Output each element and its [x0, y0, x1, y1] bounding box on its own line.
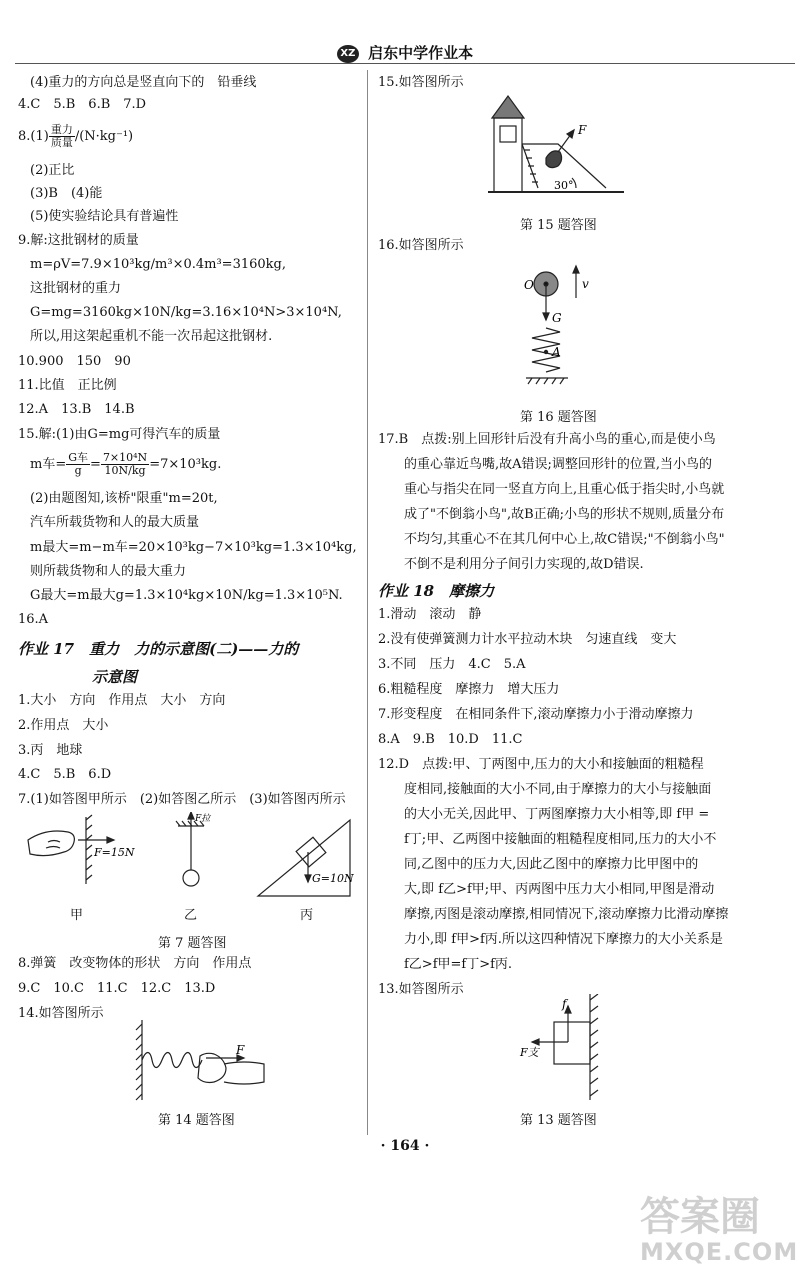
answer-line: 17.B 点拨:别上回形针后没有升高小鸟的重心,而是使小鸟 — [378, 432, 716, 447]
answer-line: 8.弹簧 改变物体的形状 方向 作用点 — [18, 956, 252, 971]
answer-line: (5)使实验结论具有普遍性 — [30, 209, 179, 224]
answer-line: 1.大小 方向 作用点 大小 方向 — [18, 693, 226, 708]
answer-line: G最大=m最大g=1.3×10⁴kg×10N/kg=1.3×10⁵N. — [30, 588, 343, 603]
answer-line: 不均匀,其重心不在其几何中心上,故C错误;"不倒翁小鸟" — [404, 532, 725, 547]
answer-line: 成了"不倒翁小鸟",故B正确;小鸟的形状不规则,质量分布 — [404, 507, 725, 522]
answer-line: 力小,即 f甲>f丙.所以这四种情况下摩擦力的大小关系是 — [404, 932, 723, 947]
fig15-f-label: F — [578, 123, 587, 137]
answer-line: 9.解:这批钢材的质量 — [18, 233, 139, 248]
answer-line: 2.作用点 大小 — [18, 718, 109, 733]
answer-line: 所以,用这架起重机不能一次吊起这批钢材. — [30, 329, 273, 344]
fig15-slide — [488, 96, 624, 192]
figure-15 — [488, 92, 628, 197]
q8-num: 重力 — [50, 123, 73, 136]
answer-line: 8.A 9.B 10.D 11.C — [378, 732, 523, 747]
fig16-g-label: G — [552, 311, 562, 325]
answer-line: 这批钢材的重力 — [30, 281, 122, 296]
answer-line: (2)由题图知,该桥"限重"m=20t, — [30, 491, 218, 506]
answer-line: (3)B (4)能 — [30, 186, 103, 201]
fig16-o-label: O — [524, 278, 534, 292]
fig13-caption: 第 13 题答图 — [520, 1113, 597, 1128]
fig7-flabel: F拉 — [195, 814, 211, 824]
answer-line: 大,即 f乙>f甲;甲、丙两图中压力大小相同,甲图是滑动 — [404, 882, 715, 897]
figure-13 — [514, 994, 614, 1104]
answer-line: 则所载货物和人的最大重力 — [30, 564, 187, 579]
answer-line: 汽车所载货物和人的最大质量 — [30, 515, 200, 530]
q8-den: 质量 — [50, 136, 73, 149]
q15-eq: = — [90, 457, 101, 472]
fig7-f15-label: F=15N — [94, 846, 135, 859]
answer-q15-formula — [30, 452, 221, 477]
fig7-label-b: 乙 — [184, 908, 198, 923]
fig16-a-label: A — [552, 345, 561, 359]
section-title-18: 作业 18 摩擦力 — [378, 582, 495, 600]
answer-line: 10.900 150 90 — [18, 354, 131, 369]
fig7-caption: 第 7 题答图 — [158, 936, 227, 951]
figure-16 — [520, 258, 610, 398]
fig13-f-label: f — [562, 997, 567, 1011]
answer-line: 15.解:(1)由G=mg可得汽车的质量 — [18, 427, 221, 442]
answer-line: 15.如答图所示 — [378, 75, 464, 90]
page-header — [0, 42, 810, 63]
answer-line: 12.A 13.B 14.B — [18, 402, 135, 417]
answer-line: 的大小无关,因此甲、丁两图摩擦力大小相等,即 f甲 = — [404, 807, 710, 822]
answer-line: 9.C 10.C 11.C 12.C 13.D — [18, 981, 216, 996]
answer-line: 度相同,接触面的大小不同,由于摩擦力的大小与接触面 — [404, 782, 712, 797]
q15-fraction-2 — [101, 452, 149, 477]
section-title-17: 作业 17 重力 力的示意图(二)——力的 — [18, 640, 299, 658]
fig14-f-label: F — [236, 1043, 245, 1057]
q15-prefix: m车= — [30, 457, 67, 472]
answer-line: m最大=m−m车=20×10³kg−7×10³kg=1.3×10⁴kg, — [30, 540, 357, 555]
fig15-caption: 第 15 题答图 — [520, 218, 597, 233]
answer-line: G=mg=3160kg×10N/kg=3.16×10⁴N>3×10⁴N, — [30, 305, 342, 320]
answer-q8 — [18, 124, 133, 149]
answer-line: 4.C 5.B 6.B 7.D — [18, 97, 147, 112]
answer-line: 4.C 5.B 6.D — [18, 767, 112, 782]
fig7-g10-label: G=10N — [312, 872, 354, 885]
watermark-line1: 答案圈 — [640, 1194, 760, 1240]
fig16-caption: 第 16 题答图 — [520, 410, 597, 425]
answer-line: 2.没有使弹簧测力计水平拉动木块 匀速直线 变大 — [378, 632, 677, 647]
answer-line: 3.不同 压力 4.C 5.A — [378, 657, 526, 672]
section-title-17-cont: 示意图 — [92, 668, 138, 686]
answer-line: 6.粗糙程度 摩擦力 增大压力 — [378, 682, 560, 697]
header-rule — [15, 63, 795, 64]
q8-fraction — [49, 124, 75, 149]
answer-line: 3.丙 地球 — [18, 743, 83, 758]
fig14-spring-hand — [136, 1020, 264, 1100]
answer-line: 11.比值 正比例 — [18, 378, 117, 393]
answer-line: 1.滑动 滚动 静 — [378, 607, 482, 622]
fig7-label-a: 甲 — [70, 908, 84, 923]
answer-line: m=ρV=7.9×10³kg/m³×0.4m³=3160kg, — [30, 257, 286, 272]
header-title: 启东中学作业本 — [368, 44, 474, 62]
q8-suffix: /(N·kg⁻¹) — [74, 129, 134, 144]
column-divider — [367, 70, 368, 1135]
answer-line: 14.如答图所示 — [18, 1006, 104, 1021]
q15-fraction-1 — [66, 452, 90, 477]
figure-7 — [18, 812, 358, 902]
q15-suffix: =7×10³kg. — [149, 457, 222, 472]
watermark-line2: MXQE.COM — [640, 1238, 799, 1266]
q15-den1: g — [74, 464, 82, 477]
answer-line: 7.(1)如答图甲所示 (2)如答图乙所示 (3)如答图丙所示 — [18, 792, 346, 807]
answer-line: 的重心靠近鸟嘴,故A错误;调整回形针的位置,当小鸟的 — [404, 457, 713, 472]
q15-num1: G车 — [68, 451, 89, 464]
answer-line: f乙>f甲=f丁>f丙. — [404, 957, 513, 972]
fig15-angle-label: 30° — [554, 179, 574, 192]
answer-line: (4)重力的方向总是竖直向下的 铅垂线 — [30, 75, 257, 90]
answer-line: 16.A — [18, 612, 49, 627]
watermark — [640, 1195, 798, 1265]
answer-line: 16.如答图所示 — [378, 238, 464, 253]
logo-badge: XZ — [337, 45, 359, 63]
answer-line: 7.形变程度 在相同条件下,滚动摩擦力小于滑动摩擦力 — [378, 707, 694, 722]
answer-line: 13.如答图所示 — [378, 982, 464, 997]
page-number: · 164 · — [380, 1138, 430, 1154]
fig13-fp-label: F支 — [520, 1046, 539, 1059]
q15-den2: 10N/kg — [104, 464, 146, 477]
answer-line: 重心与指尖在同一竖直方向上,且重心低于指尖时,小鸟就 — [404, 482, 725, 497]
fig16-v-label: v — [582, 277, 589, 291]
fig7-label-c: 丙 — [300, 908, 314, 923]
answer-line: 同,乙图中的压力大,因此乙图中的摩擦力比甲图中的 — [404, 857, 699, 872]
figure-14 — [128, 1020, 288, 1105]
fig16-ball-spring — [526, 266, 579, 384]
answer-line: 摩擦,丙图是滚动摩擦,相同情况下,滚动摩擦力比滑动摩擦 — [404, 907, 729, 922]
answer-line: 不倒不是利用分子间引力实现的,故D错误. — [404, 557, 644, 572]
answer-line: (2)正比 — [30, 163, 75, 178]
answer-line: f丁;甲、乙两图中接触面的粗糙程度相同,压力的大小不 — [404, 832, 717, 847]
q8-prefix: 8.(1) — [18, 129, 49, 144]
q15-num2: 7×10⁴N — [102, 451, 148, 464]
answer-line: 12.D 点拨:甲、丁两图中,压力的大小和接触面的粗糙程 — [378, 757, 704, 772]
fig14-caption: 第 14 题答图 — [158, 1113, 235, 1128]
